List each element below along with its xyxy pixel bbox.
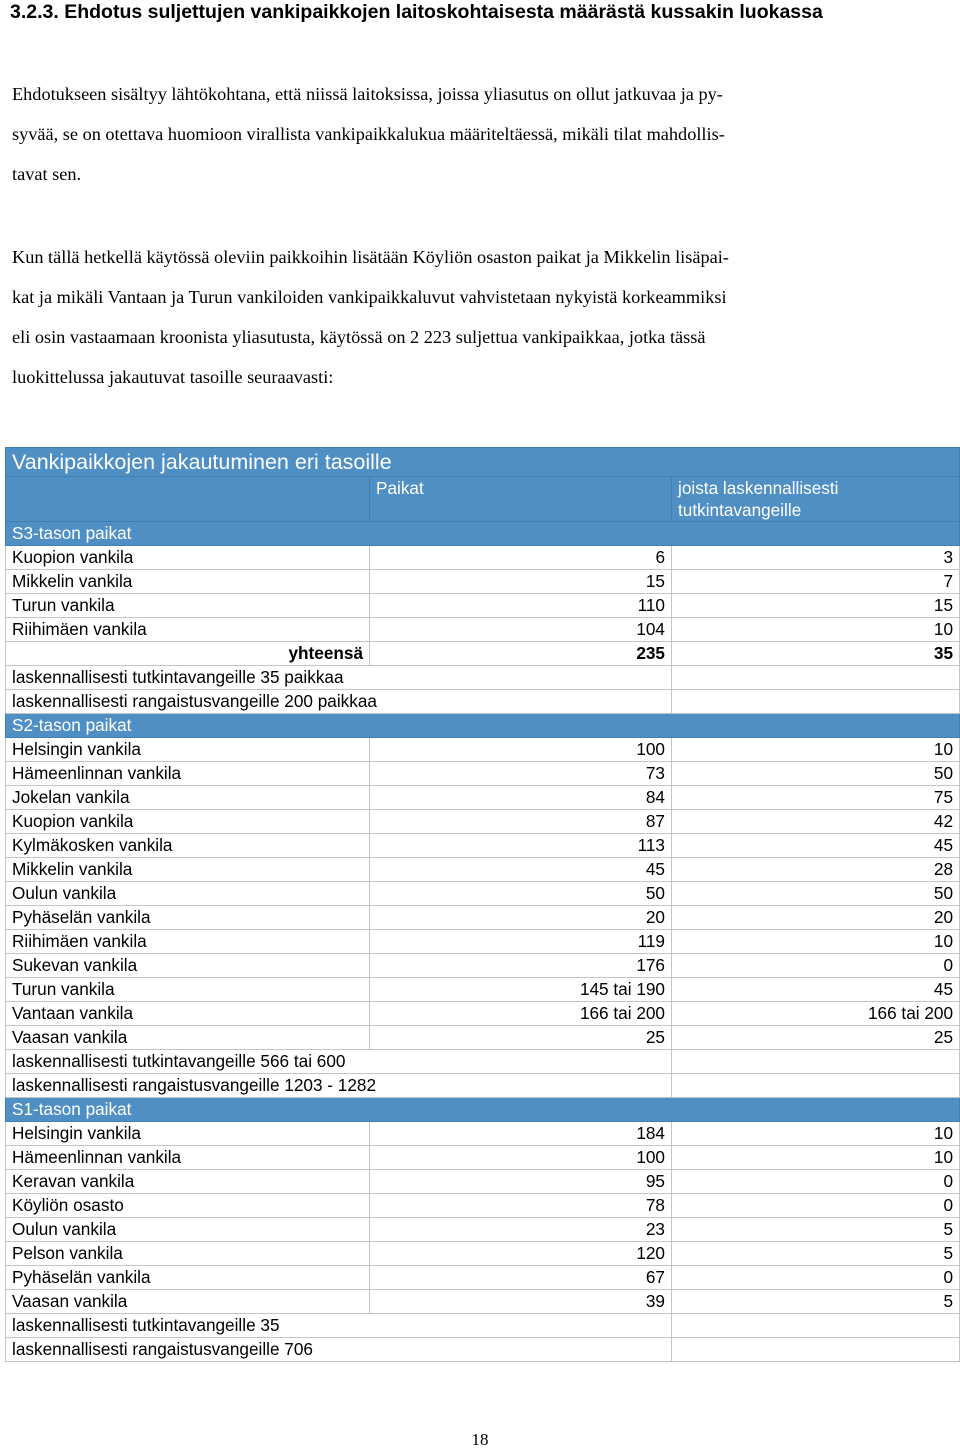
note-blank bbox=[672, 1050, 960, 1074]
paragraph-line: tavat sen. bbox=[12, 164, 82, 184]
note-row bbox=[6, 1338, 960, 1362]
pretrial-value: 50 bbox=[672, 882, 960, 906]
total-row bbox=[6, 642, 960, 666]
table-row bbox=[6, 978, 960, 1002]
pretrial-value: 5 bbox=[672, 1218, 960, 1242]
pretrial-value: 45 bbox=[672, 834, 960, 858]
prison-name: Sukevan vankila bbox=[6, 954, 370, 978]
prison-name: Kuopion vankila bbox=[6, 810, 370, 834]
places-value: 84 bbox=[370, 786, 672, 810]
places-value: 50 bbox=[370, 882, 672, 906]
pretrial-value: 10 bbox=[672, 618, 960, 642]
places-value: 78 bbox=[370, 1194, 672, 1218]
table-row bbox=[6, 618, 960, 642]
places-value: 45 bbox=[370, 858, 672, 882]
prison-name: Turun vankila bbox=[6, 978, 370, 1002]
places-value: 184 bbox=[370, 1122, 672, 1146]
note-text: laskennallisesti rangaistusvangeille 706 bbox=[6, 1338, 672, 1362]
paragraph-line: syvää, se on otettava huomioon virallista vankipaikkalukua määriteltäessä, mikäli tilat mahdollis- bbox=[12, 124, 725, 144]
places-value: 100 bbox=[370, 1146, 672, 1170]
prison-name: Oulun vankila bbox=[6, 1218, 370, 1242]
page-number: 18 bbox=[471, 1430, 489, 1449]
paragraph-line: Ehdotukseen sisältyy lähtökohtana, että niissä laitoksissa, joissa yliasutus on ollut jatkuvaa ja py- bbox=[12, 84, 723, 104]
places-value: 67 bbox=[370, 1266, 672, 1290]
pretrial-value: 166 tai 200 bbox=[672, 1002, 960, 1026]
prison-name: Köyliön osasto bbox=[6, 1194, 370, 1218]
paragraph-intro bbox=[12, 74, 948, 194]
note-row bbox=[6, 1050, 960, 1074]
places-value: 39 bbox=[370, 1290, 672, 1314]
note-row bbox=[6, 690, 960, 714]
table-row bbox=[6, 1146, 960, 1170]
section-title: S1-tason paikat bbox=[6, 1098, 960, 1122]
note-text: laskennallisesti rangaistusvangeille 200 paikkaa bbox=[6, 690, 672, 714]
table-row bbox=[6, 810, 960, 834]
prison-name: Hämeenlinnan vankila bbox=[6, 1146, 370, 1170]
prison-name: Vantaan vankila bbox=[6, 1002, 370, 1026]
table-row bbox=[6, 1026, 960, 1050]
pretrial-value: 5 bbox=[672, 1242, 960, 1266]
table-row bbox=[6, 1266, 960, 1290]
table-row bbox=[6, 930, 960, 954]
pretrial-value: 5 bbox=[672, 1290, 960, 1314]
prison-name: Oulun vankila bbox=[6, 882, 370, 906]
pretrial-value: 42 bbox=[672, 810, 960, 834]
pretrial-value: 20 bbox=[672, 906, 960, 930]
table-row bbox=[6, 1122, 960, 1146]
prison-name: Pyhäselän vankila bbox=[6, 906, 370, 930]
note-blank bbox=[672, 1314, 960, 1338]
note-text: laskennallisesti tutkintavangeille 566 tai 600 bbox=[6, 1050, 672, 1074]
pretrial-value: 75 bbox=[672, 786, 960, 810]
prison-name: Pyhäselän vankila bbox=[6, 1266, 370, 1290]
total-pretrial: 35 bbox=[672, 642, 960, 666]
prison-name: Kylmäkosken vankila bbox=[6, 834, 370, 858]
note-row bbox=[6, 666, 960, 690]
note-blank bbox=[672, 666, 960, 690]
paragraph-line: eli osin vastaamaan kroonista yliasutusta, käytössä on 2 223 suljettua vankipaikkaa, jotka tässä bbox=[12, 327, 706, 347]
pretrial-value: 45 bbox=[672, 978, 960, 1002]
places-value: 87 bbox=[370, 810, 672, 834]
pretrial-value: 50 bbox=[672, 762, 960, 786]
places-value: 23 bbox=[370, 1218, 672, 1242]
places-value: 113 bbox=[370, 834, 672, 858]
places-value: 95 bbox=[370, 1170, 672, 1194]
pretrial-value: 7 bbox=[672, 570, 960, 594]
places-value: 110 bbox=[370, 594, 672, 618]
table-row bbox=[6, 858, 960, 882]
note-row bbox=[6, 1074, 960, 1098]
prison-name: Riihimäen vankila bbox=[6, 618, 370, 642]
places-value: 100 bbox=[370, 738, 672, 762]
prison-name: Keravan vankila bbox=[6, 1170, 370, 1194]
prison-name: Pelson vankila bbox=[6, 1242, 370, 1266]
paragraph-line: kat ja mikäli Vantaan ja Turun vankiloiden vankipaikkaluvut vahvistetaan nykyistä korkeammiksi bbox=[12, 287, 727, 307]
places-value: 120 bbox=[370, 1242, 672, 1266]
places-value: 104 bbox=[370, 618, 672, 642]
places-value: 176 bbox=[370, 954, 672, 978]
pretrial-value: 10 bbox=[672, 1122, 960, 1146]
paragraph-distribution bbox=[12, 237, 948, 397]
places-value: 20 bbox=[370, 906, 672, 930]
prison-name: Riihimäen vankila bbox=[6, 930, 370, 954]
prison-places-table bbox=[5, 447, 960, 1362]
pretrial-value: 10 bbox=[672, 1146, 960, 1170]
note-blank bbox=[672, 1338, 960, 1362]
pretrial-value: 0 bbox=[672, 1266, 960, 1290]
pretrial-value: 0 bbox=[672, 954, 960, 978]
note-text: laskennallisesti tutkintavangeille 35 paikkaa bbox=[6, 666, 672, 690]
prison-name: Mikkelin vankila bbox=[6, 858, 370, 882]
table-row bbox=[6, 906, 960, 930]
table-row bbox=[6, 570, 960, 594]
section-header-row bbox=[6, 714, 960, 738]
column-header-row bbox=[6, 477, 960, 522]
places-value: 6 bbox=[370, 546, 672, 570]
column-header-paikat: Paikat bbox=[370, 477, 672, 522]
table-body bbox=[6, 448, 960, 1362]
table-row bbox=[6, 594, 960, 618]
table-row bbox=[6, 1170, 960, 1194]
table-row bbox=[6, 1290, 960, 1314]
table-row bbox=[6, 738, 960, 762]
column-header-tutkinta: joista laskennallisesti tutkintavangeille bbox=[672, 477, 960, 522]
table-title-row bbox=[6, 448, 960, 477]
section-header-row bbox=[6, 1098, 960, 1122]
table-row bbox=[6, 762, 960, 786]
total-places: 235 bbox=[370, 642, 672, 666]
note-blank bbox=[672, 1074, 960, 1098]
prison-name: Vaasan vankila bbox=[6, 1026, 370, 1050]
table-row bbox=[6, 954, 960, 978]
note-text: laskennallisesti rangaistusvangeille 1203 - 1282 bbox=[6, 1074, 672, 1098]
section-header-row bbox=[6, 522, 960, 546]
pretrial-value: 0 bbox=[672, 1170, 960, 1194]
paragraph-line: luokittelussa jakautuvat tasoille seuraavasti: bbox=[12, 367, 334, 387]
section-heading: 3.2.3. Ehdotus suljettujen vankipaikkojen laitoskohtaisesta määrästä kussakin luokassa bbox=[10, 1, 823, 23]
column-header-blank bbox=[6, 477, 370, 522]
prison-name: Turun vankila bbox=[6, 594, 370, 618]
places-value: 119 bbox=[370, 930, 672, 954]
total-label: yhteensä bbox=[6, 642, 370, 666]
note-row bbox=[6, 1314, 960, 1338]
pretrial-value: 28 bbox=[672, 858, 960, 882]
pretrial-value: 10 bbox=[672, 930, 960, 954]
prison-name: Jokelan vankila bbox=[6, 786, 370, 810]
table-row bbox=[6, 1194, 960, 1218]
pretrial-value: 10 bbox=[672, 738, 960, 762]
places-value: 73 bbox=[370, 762, 672, 786]
table-row bbox=[6, 834, 960, 858]
table-row bbox=[6, 882, 960, 906]
paragraph-line: Kun tällä hetkellä käytössä oleviin paikkoihin lisätään Köyliön osaston paikat ja Mikkelin lisäpai- bbox=[12, 247, 729, 267]
table-row bbox=[6, 546, 960, 570]
prison-name: Mikkelin vankila bbox=[6, 570, 370, 594]
prison-name: Hämeenlinnan vankila bbox=[6, 762, 370, 786]
table-row bbox=[6, 1002, 960, 1026]
pretrial-value: 25 bbox=[672, 1026, 960, 1050]
table-row bbox=[6, 786, 960, 810]
prison-name: Kuopion vankila bbox=[6, 546, 370, 570]
note-blank bbox=[672, 690, 960, 714]
prison-name: Vaasan vankila bbox=[6, 1290, 370, 1314]
table-row bbox=[6, 1242, 960, 1266]
note-text: laskennallisesti tutkintavangeille 35 bbox=[6, 1314, 672, 1338]
table-title: Vankipaikkojen jakautuminen eri tasoille bbox=[6, 448, 960, 477]
section-title: S2-tason paikat bbox=[6, 714, 960, 738]
prison-name: Helsingin vankila bbox=[6, 738, 370, 762]
places-value: 25 bbox=[370, 1026, 672, 1050]
prison-name: Helsingin vankila bbox=[6, 1122, 370, 1146]
places-value: 166 tai 200 bbox=[370, 1002, 672, 1026]
pretrial-value: 0 bbox=[672, 1194, 960, 1218]
table-row bbox=[6, 1218, 960, 1242]
pretrial-value: 3 bbox=[672, 546, 960, 570]
section-title: S3-tason paikat bbox=[6, 522, 960, 546]
pretrial-value: 15 bbox=[672, 594, 960, 618]
places-value: 145 tai 190 bbox=[370, 978, 672, 1002]
places-value: 15 bbox=[370, 570, 672, 594]
